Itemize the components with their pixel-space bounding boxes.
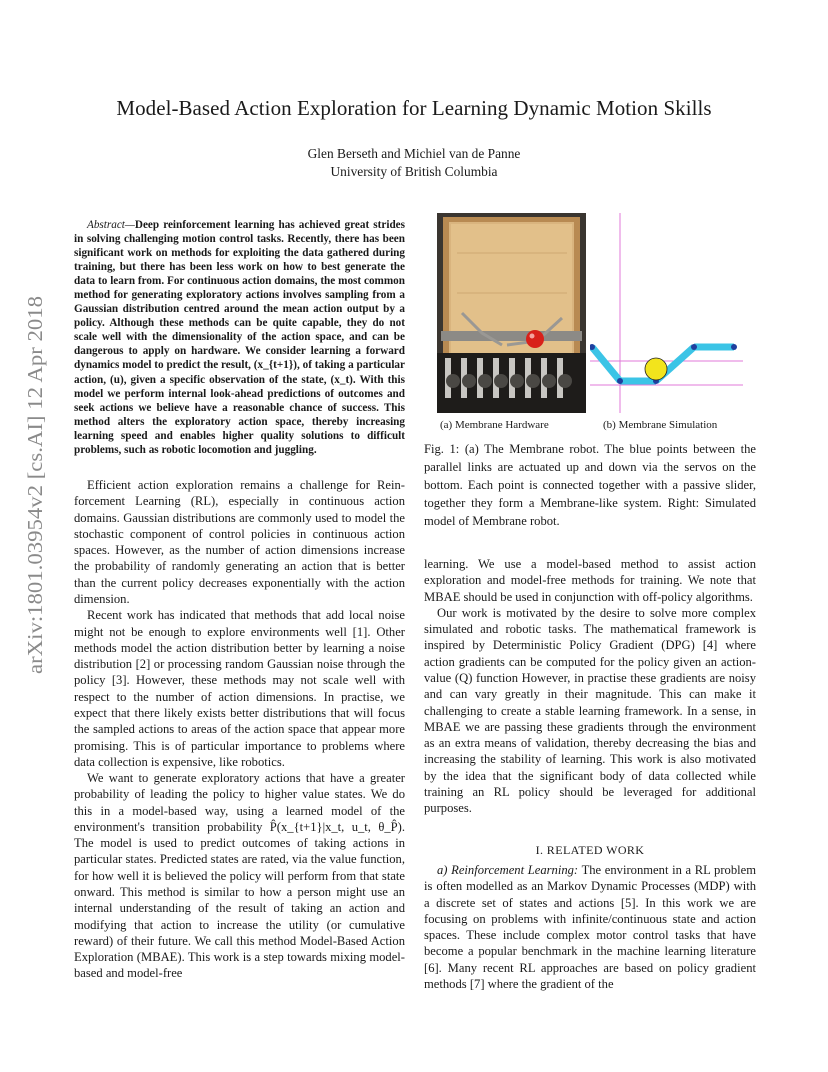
authors: Glen Berseth and Michiel van de Panne: [307, 146, 521, 161]
affiliation: University of British Columbia: [330, 164, 498, 179]
membrane-simulation: [590, 213, 743, 413]
subheading: a) Reinforcement Learning:: [437, 863, 579, 877]
subcaption-b: (b) Membrane Simulation: [603, 419, 718, 431]
subcaption-a: (a) Membrane Hardware: [440, 419, 549, 431]
arxiv-identifier: [23, 294, 47, 674]
abstract-label: Abstract—: [87, 219, 135, 231]
right-column-body: [424, 556, 756, 817]
membrane-hardware-photo: [437, 213, 586, 413]
abstract-text: Deep reinforcement learning has achieved great strides in solving challenging motion control tasks. Recently, there has been significant work on methods for exploiting the data gathered during training, but there has been less work on how to best generate the data to learn from. For continuous action domains, the most common method for generating exploratory actions involves sampling from a Gaussian distribution centred around the mean action output by a policy. Although these methods can be quite capable, they do not scale well with the dimensionality of the action space, and can be dangerous to apply on hardware. We consider learning a forward dynamics model to predict the result, (x_{t+1}), of taking a particular action, (u), given a specific observation of the state, (x_t). With this model we perform internal look-ahead predictions of outcomes and seek actions we believe have a reasonable chance of success. This method alters the exploratory action space, thereby increasing learning speed and enables higher quality solutions to difficult problems, such as robotic locomotion and juggling.: [74, 219, 405, 456]
paragraph: We want to generate exploratory actions that have a greater probability of leading the policy to higher value states. We do this in a model-based way, using a learned model of the environment's transition probability P̂(x_{t+1}|x_t, u_t, θ_P̂). The model is used to predict outcomes of taking actions in particular states. Predicted states are rated, via the value function, for how well it is believed the policy will perform from that state onward. This method is similar to how a person might use an internal understanding of the result of taking an action and modifying that action to increase the utility (or cumulative reward) of their future. We call this method Model-Based Action Exploration (MBAE). This work is a step towards mixing model-based and model-free: [74, 771, 405, 981]
paragraph: [424, 862, 756, 992]
figure-caption: Fig. 1: (a) The Membrane robot. The blue points between the parallel links are actuated up and down via the servos on the bottom. Each point is connected together with a passive slider, together they form a Membrane-like system. Right: Simulated model of Membrane robot.: [424, 442, 756, 529]
author-block: [0, 145, 828, 181]
section-heading: I. RELATED WORK: [535, 843, 645, 857]
paragraph: Efficient action exploration remains a challenge for Reinforcement Learning (RL), especially in continuous action domains. Gaussian distributions are commonly used to model the stochastic component of control policies in continuous action spaces. However, as the number of action dimensions increase the probability of randomly generating an action that is better than the current policy decreases exponentially with the action dimension.: [74, 478, 405, 606]
left-column-body: [74, 477, 405, 982]
related-work-body: [424, 862, 756, 992]
paragraph: Recent work has indicated that methods that add local noise might not be enough to explore environments well [1]. Other methods model the action distribution better by learning a noise distribution [2] or processing random Gaussian noise through the policy [3]. However, these methods may not scale well with respect to the number of action dimensions. In practise, we expect that there likely exists better distributions that will focus the sampled actions to areas of the action space that appear more promising. This is of particular importance to problems where data collection is expensive, like robotics.: [74, 608, 405, 769]
paragraph: learning. We use a model-based method to assist action exploration and model-free methods for training. We note that MBAE should be used in conjunction with off-policy algorithms.: [424, 557, 756, 604]
paragraph: Our work is motivated by the desire to solve more complex simulated and robotic tasks. The mathematical framework is inspired by Deterministic Policy Gradient (DPG) [4] where action gradients can be computed for the policy given an action-value (Q) function However, in practise these gradients are noisy and can vary greatly in their magnitude. This can make it challenging to create a stable learning framework. In a sense, in MBAE we are passing these gradients through the environment as an extra means of validation, thereby decreasing the bias and increasing the stability of learning. This work is also motivated by the idea that the significant body of data collected while training an RL policy should be leveraged for additional purposes.: [424, 605, 756, 816]
section-text: The environment in a RL problem is often modelled as an Markov Dynamic Processes (MDP) with a discrete set of states and actions [5]. In this work we are focusing on problems with infinite/continuous state and action spaces. These include complex motor control tasks that have become a popular benchmark in the machine learning literature [6]. Many recent RL approaches are based on policy gradient methods [7] where the gradient of the: [424, 863, 757, 991]
paper-title: Model-Based Action Exploration for Learning Dynamic Motion Skills: [116, 96, 712, 120]
abstract: [74, 218, 405, 457]
arxiv-id-text: arXiv:1801.03954v2 [cs.AI] 12 Apr 2018: [23, 316, 47, 674]
